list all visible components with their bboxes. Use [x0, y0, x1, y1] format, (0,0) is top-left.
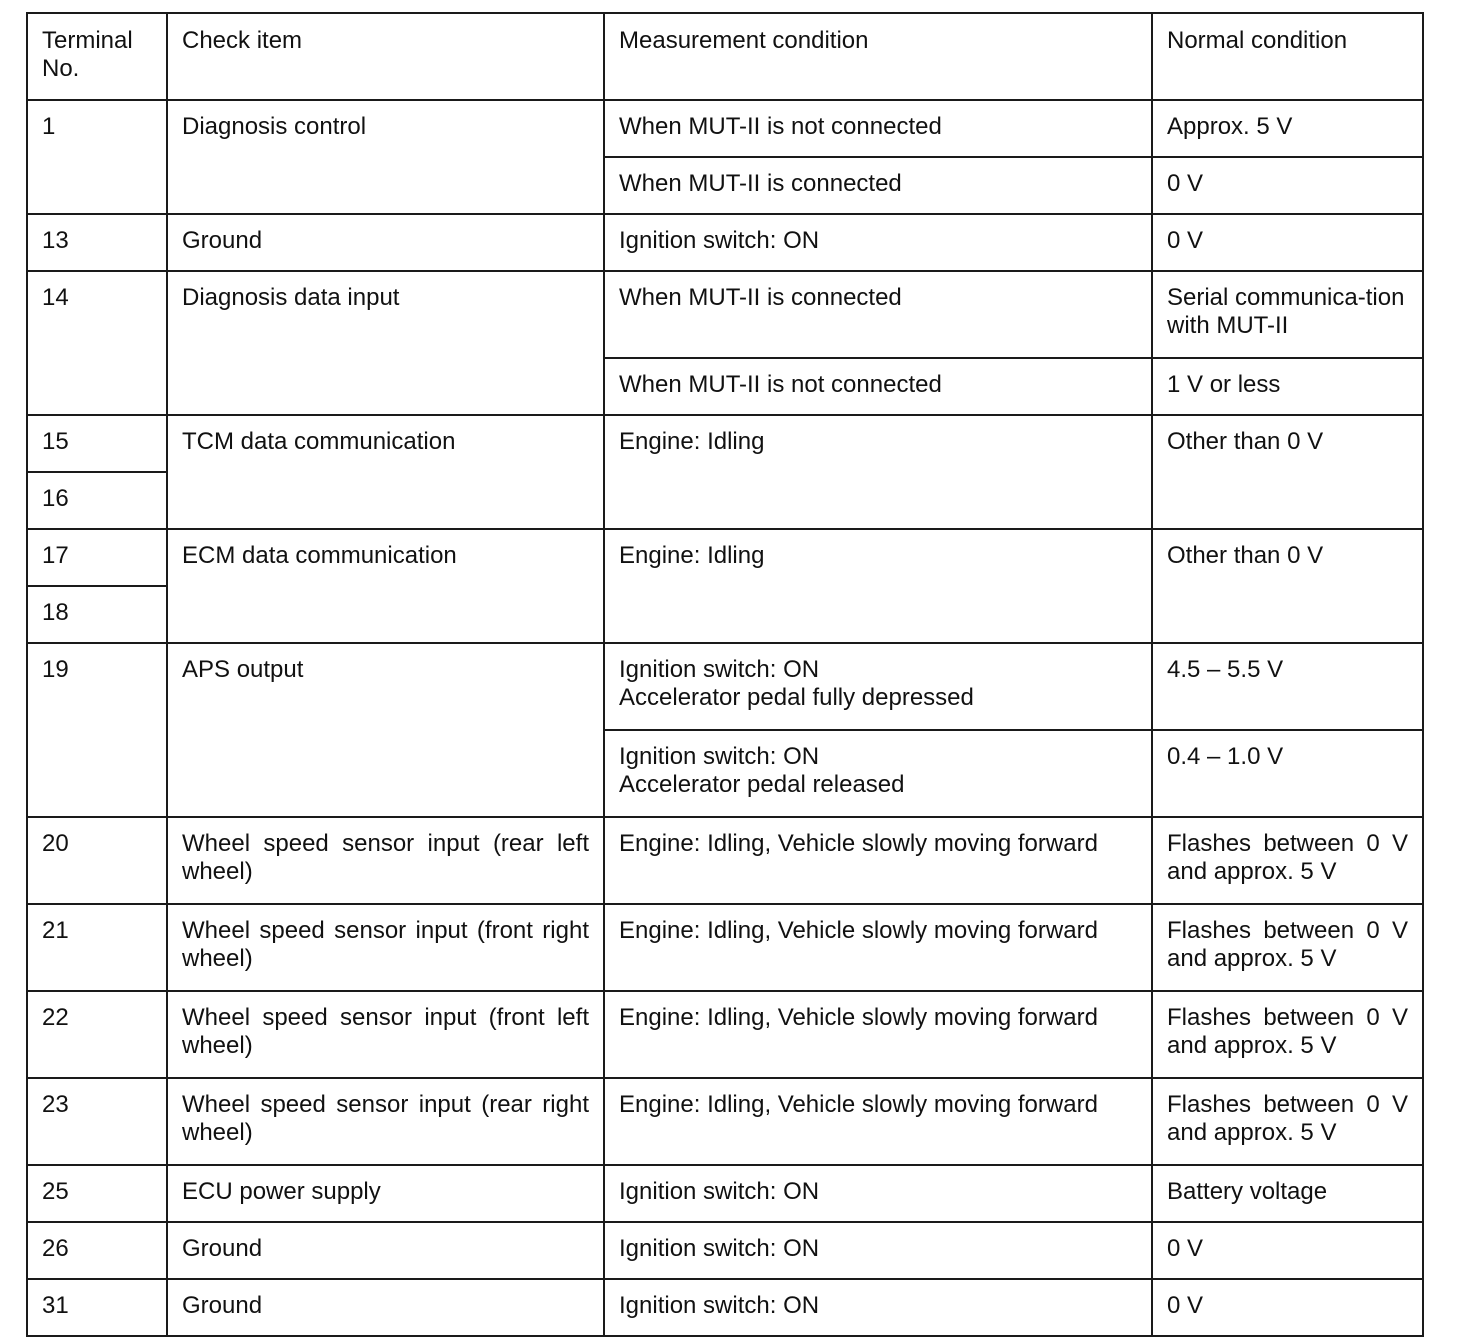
normal-cell: Other than 0 V [1152, 415, 1423, 529]
measurement-line: Ignition switch: ON [619, 656, 820, 683]
measurement-cell [604, 643, 1152, 730]
measurement-cell [604, 730, 1152, 817]
normal-cell: Battery voltage [1152, 1165, 1423, 1222]
measurement-cell: When MUT-II is not connected [604, 100, 1152, 157]
measurement-cell: Ignition switch: ON [604, 1279, 1152, 1336]
normal-cell: Flashes between 0 V and approx. 5 V [1152, 1078, 1423, 1165]
table-row [27, 415, 1423, 472]
check-item-cell: Ground [167, 214, 604, 271]
measurement-cell: Engine: Idling, Vehicle slowly moving forward [604, 904, 1152, 991]
terminal-cell: 21 [27, 904, 167, 991]
normal-cell: Approx. 5 V [1152, 100, 1423, 157]
measurement-cell: Engine: Idling, Vehicle slowly moving forward [604, 991, 1152, 1078]
table-row [27, 1078, 1423, 1165]
check-item-cell: ECU power supply [167, 1165, 604, 1222]
terminal-cell: 1 [27, 100, 167, 214]
measurement-cell: Ignition switch: ON [604, 1165, 1152, 1222]
terminal-cell: 23 [27, 1078, 167, 1165]
table-row [27, 271, 1423, 358]
normal-cell: 0 V [1152, 1222, 1423, 1279]
normal-cell: 0 V [1152, 157, 1423, 214]
terminal-cell: 26 [27, 1222, 167, 1279]
measurement-cell: When MUT-II is not connected [604, 358, 1152, 415]
table-row [27, 1222, 1423, 1279]
normal-cell: 0 V [1152, 214, 1423, 271]
table-row [27, 529, 1423, 586]
check-item-cell: Wheel speed sensor input (rear right wheel) [167, 1078, 604, 1165]
table-row [27, 100, 1423, 157]
normal-cell: 1 V or less [1152, 358, 1423, 415]
check-item-cell: Diagnosis control [167, 100, 604, 214]
check-item-cell: Wheel speed sensor input (front left wheel) [167, 991, 604, 1078]
terminal-cell: 20 [27, 817, 167, 904]
measurement-cell: When MUT-II is connected [604, 271, 1152, 358]
terminal-cell: 19 [27, 643, 167, 817]
check-item-cell: Wheel speed sensor input (rear left wheel) [167, 817, 604, 904]
terminal-cell: 17 [27, 529, 167, 586]
measurement-cell: Engine: Idling, Vehicle slowly moving forward [604, 1078, 1152, 1165]
terminal-cell: 18 [27, 586, 167, 643]
normal-cell: 0 V [1152, 1279, 1423, 1336]
normal-cell: 0.4 – 1.0 V [1152, 730, 1423, 817]
terminal-cell: 15 [27, 415, 167, 472]
check-item-cell: Diagnosis data input [167, 271, 604, 415]
terminal-cell: 31 [27, 1279, 167, 1336]
terminal-cell: 13 [27, 214, 167, 271]
header-row [27, 13, 1423, 100]
measurement-cell: Engine: Idling [604, 415, 1152, 529]
measurement-cell: Engine: Idling, Vehicle slowly moving forward [604, 817, 1152, 904]
check-item-cell: APS output [167, 643, 604, 817]
normal-cell: Flashes between 0 V and approx. 5 V [1152, 817, 1423, 904]
table-row [27, 1279, 1423, 1336]
measurement-cell: When MUT-II is connected [604, 157, 1152, 214]
check-item-cell: TCM data communication [167, 415, 604, 529]
terminal-cell: 22 [27, 991, 167, 1078]
header-measurement: Measurement condition [604, 13, 1152, 100]
table-row [27, 817, 1423, 904]
measurement-cell: Ignition switch: ON [604, 214, 1152, 271]
table-row [27, 1165, 1423, 1222]
terminal-cell: 14 [27, 271, 167, 415]
table-row [27, 214, 1423, 271]
terminal-check-table [26, 12, 1424, 1337]
header-normal: Normal condition [1152, 13, 1423, 100]
check-item-cell: ECM data communication [167, 529, 604, 643]
measurement-cell: Engine: Idling [604, 529, 1152, 643]
header-check-item: Check item [167, 13, 604, 100]
table-row [27, 991, 1423, 1078]
table-row [27, 643, 1423, 730]
terminal-cell: 16 [27, 472, 167, 529]
normal-cell: Flashes between 0 V and approx. 5 V [1152, 991, 1423, 1078]
normal-cell: 4.5 – 5.5 V [1152, 643, 1423, 730]
check-item-cell: Ground [167, 1279, 604, 1336]
check-item-cell: Ground [167, 1222, 604, 1279]
table-row [27, 904, 1423, 991]
check-item-cell: Wheel speed sensor input (front right wheel) [167, 904, 604, 991]
normal-cell: Other than 0 V [1152, 529, 1423, 643]
measurement-cell: Ignition switch: ON [604, 1222, 1152, 1279]
measurement-line: Accelerator pedal fully depressed [619, 683, 974, 711]
measurement-line: Accelerator pedal released [619, 770, 905, 798]
header-terminal: Terminal No. [27, 13, 167, 100]
normal-cell: Serial communica-tion with MUT-II [1152, 271, 1423, 358]
normal-cell: Flashes between 0 V and approx. 5 V [1152, 904, 1423, 991]
terminal-cell: 25 [27, 1165, 167, 1222]
measurement-line: Ignition switch: ON [619, 743, 820, 770]
